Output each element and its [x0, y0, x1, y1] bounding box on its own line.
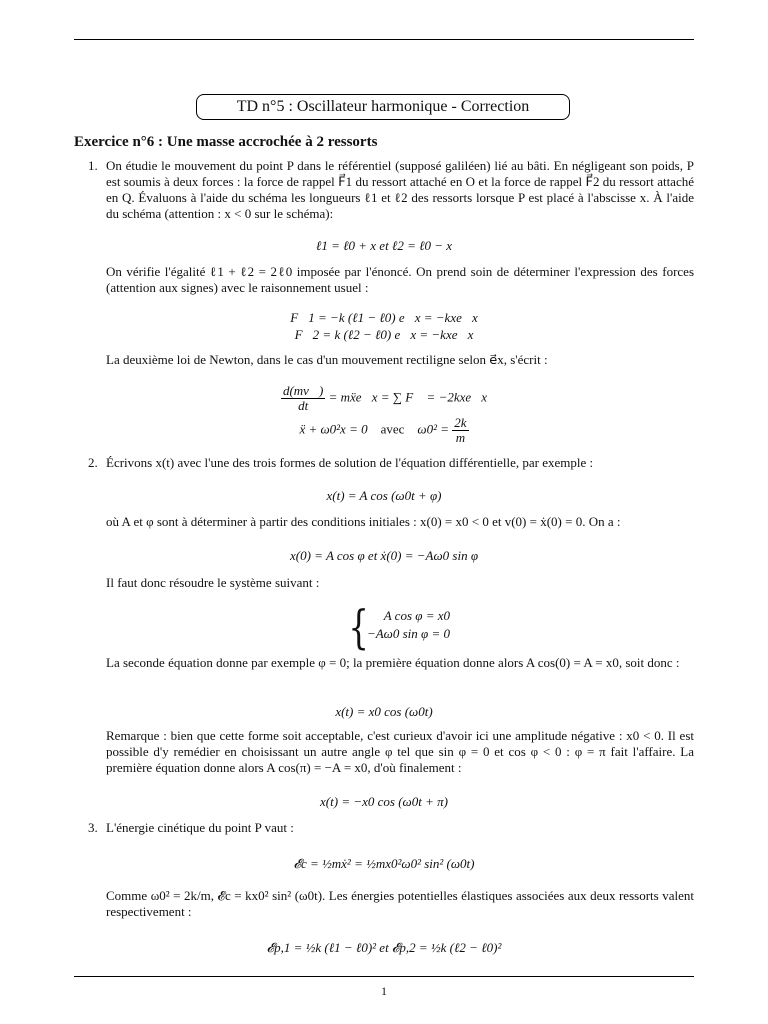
fraction [452, 416, 468, 445]
q3-paragraph-2: Comme ω0² = 2k/m, 𝓔c = kx0² sin² (ω0t). Les énergies potentielles élastiques associées aux deux ressorts valent respectivement : [106, 888, 694, 919]
fraction-numerator: 2k [454, 415, 467, 430]
q2-equation-initial-conditions: x(0) = A cos φ et ẋ(0) = −Aω0 sin φ [289, 548, 479, 563]
system-line-1: A cos φ = x0 [383, 608, 450, 623]
avec-word: avec [380, 421, 405, 437]
fraction-numerator: d(mv⃗) [282, 383, 324, 398]
document-title: TD n°5 : Oscillateur harmonique - Correction [196, 94, 570, 120]
q1-equation-force-2: F⃗2 = k (ℓ2 − ℓ0) e⃗x = −kxe⃗x [294, 327, 474, 342]
oscillator-equation: ẍ + ω0²x = 0 [299, 421, 368, 437]
q2-equation-solution: x(t) = x0 cos (ω0t) [335, 704, 433, 719]
exercise-heading: Exercice n°6 : Une masse accrochée à 2 ressorts [74, 134, 378, 150]
q2-remark: Remarque : bien que cette forme soit acceptable, c'est curieux d'avoir ici une amplitude négative : x0 < 0. Il est possible d'y remédier en choisissant un autre angle φ tel que sin φ = 0 et cos φ < 0 : φ = π fait l'affaire. La première équation donne alors A cos(π) = −A = x0, d'où finalement : [106, 728, 694, 775]
q1-paragraph-2: On vérifie l'égalité ℓ1 + ℓ2 = 2ℓ0 imposée par l'énoncé. On prend soin de déterminer l'expression des forces (attention aux signes) avec le raisonnement usuel : [106, 264, 694, 295]
q2-paragraph-2: où A et φ sont à déterminer à partir des conditions initiales : x(0) = x0 < 0 et v(0) = ẋ(0) = 0. On a : [106, 514, 621, 529]
q3-paragraph-1: L'énergie cinétique du point P vaut : [106, 820, 294, 835]
item-number-2: 2. [88, 455, 98, 470]
q2-equation-general-solution: x(t) = A cos (ω0t + φ) [326, 488, 442, 503]
q2-paragraph-1: Écrivons x(t) avec l'une des trois formes de solution de l'équation différentielle, par exemple : [106, 455, 594, 470]
fraction-denominator: dt [298, 398, 309, 413]
fraction [281, 384, 325, 413]
q1-equation-newton [74, 384, 694, 413]
q1-equation-force-1: F⃗1 = −k (ℓ1 − ℓ0) e⃗x = −kxe⃗x [290, 310, 478, 325]
q1-paragraph-3: La deuxième loi de Newton, dans le cas d'un mouvement rectiligne selon e⃗x, s'écrit : [106, 352, 548, 367]
q1-equation-oscillator [74, 416, 694, 445]
newton-rhs: = mẍe⃗x = ∑ F⃗ = −2kxe⃗x [328, 389, 488, 405]
item-number-3: 3. [88, 820, 98, 835]
system-line-2: −Aω0 sin φ = 0 [366, 626, 450, 641]
fraction-denominator: m [455, 430, 466, 445]
header-rule [74, 39, 694, 40]
omega-definition: ω0² = [417, 421, 450, 437]
q2-paragraph-4: La seconde équation donne par exemple φ = 0; la première équation donne alors A cos(0) = A = x0, soit donc : [106, 655, 680, 670]
q3-equation-potential-energies: 𝓔p,1 = ½k (ℓ1 − ℓ0)² et 𝓔p,2 = ½k (ℓ2 − ℓ0)² [266, 940, 502, 955]
q1-equation-lengths: ℓ1 = ℓ0 + x et ℓ2 = ℓ0 − x [315, 238, 453, 253]
q2-equation-final-solution: x(t) = −x0 cos (ω0t + π) [320, 794, 448, 809]
system-brace: { [348, 600, 369, 654]
q3-equation-kinetic-energy: 𝓔c = ½mẋ² = ½mx0²ω0² sin² (ω0t) [293, 856, 475, 871]
footer-rule [74, 976, 694, 977]
item-number-1: 1. [88, 158, 98, 173]
q2-paragraph-3: Il faut donc résoudre le système suivant : [106, 575, 320, 590]
page-number: 1 [381, 984, 387, 998]
q1-paragraph-1: On étudie le mouvement du point P dans le référentiel (supposé galiléen) lié au bâti. En négligeant son poids, P est soumis à deux forces : la force de rappel F⃗1 du ressort attaché en O et la force de rappel F⃗2 du ressort attaché en Q. Évaluons à l'aide du schéma les longueurs ℓ1 et ℓ2 des ressorts lorsque P est placé à l'abscisse x. À l'aide du schéma (attention : x < 0 sur le schéma): [106, 158, 694, 221]
